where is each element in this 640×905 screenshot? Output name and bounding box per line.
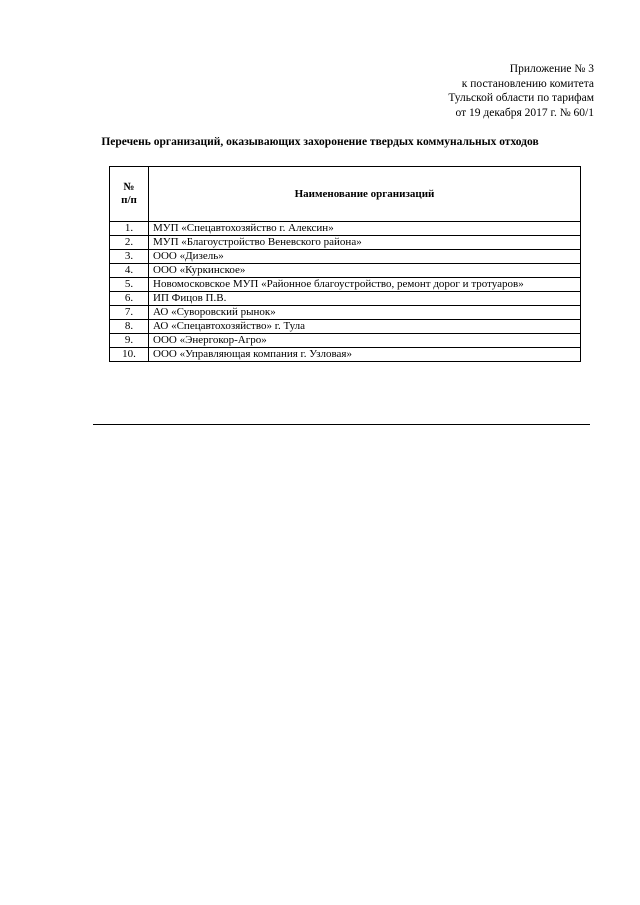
row-number: 9. [110, 334, 149, 348]
header-name: Наименование организаций [149, 167, 581, 222]
row-number: 8. [110, 320, 149, 334]
appendix-date-line: от 19 декабря 2017 г. № 60/1 [455, 106, 594, 119]
header-number [110, 167, 149, 222]
row-number: 6. [110, 292, 149, 306]
table-row [110, 264, 581, 278]
row-number: 4. [110, 264, 149, 278]
appendix-committee-line: Тульской области по тарифам [448, 92, 594, 104]
appendix-resolution-line: к постановлению комитета [461, 77, 594, 90]
row-org-name: ООО «Управляющая компания г. Узловая» [149, 348, 581, 362]
row-org-name: Новомосковское МУП «Районное благоустройство, ремонт дорог и тротуаров» [149, 278, 581, 292]
row-org-name: ООО «Энергокор-Агро» [149, 334, 581, 348]
row-number: 2. [110, 236, 149, 250]
table-row [110, 348, 581, 362]
table-row [110, 250, 581, 264]
header-number-abbr: п/п [121, 194, 137, 206]
table-row [110, 320, 581, 334]
row-number: 5. [110, 278, 149, 292]
row-number: 7. [110, 306, 149, 320]
row-org-name: АО «Суворовский рынок» [149, 306, 581, 320]
row-org-name: МУП «Благоустройство Веневского района» [149, 236, 581, 250]
row-number: 1. [110, 222, 149, 236]
table-header-row [110, 167, 581, 222]
row-org-name: ООО «Куркинское» [149, 264, 581, 278]
table-row [110, 292, 581, 306]
row-org-name: ООО «Дизель» [149, 250, 581, 264]
appendix-number: Приложение № 3 [509, 63, 594, 75]
horizontal-divider [93, 424, 590, 425]
header-number-sign: № [123, 181, 135, 193]
row-number: 3. [110, 250, 149, 264]
row-org-name: АО «Спецавтохозяйство» г. Тула [149, 320, 581, 334]
table-row [110, 278, 581, 292]
organizations-table [109, 166, 581, 362]
appendix-header [334, 62, 594, 120]
row-number: 10. [110, 348, 149, 362]
row-org-name: МУП «Спецавтохозяйство г. Алексин» [149, 222, 581, 236]
table-row [110, 222, 581, 236]
table-row [110, 306, 581, 320]
table-row [110, 236, 581, 250]
document-title: Перечень организаций, оказывающих захоронение твердых коммунальных отходов [101, 136, 539, 148]
table-row [110, 334, 581, 348]
row-org-name: ИП Фицов П.В. [149, 292, 581, 306]
